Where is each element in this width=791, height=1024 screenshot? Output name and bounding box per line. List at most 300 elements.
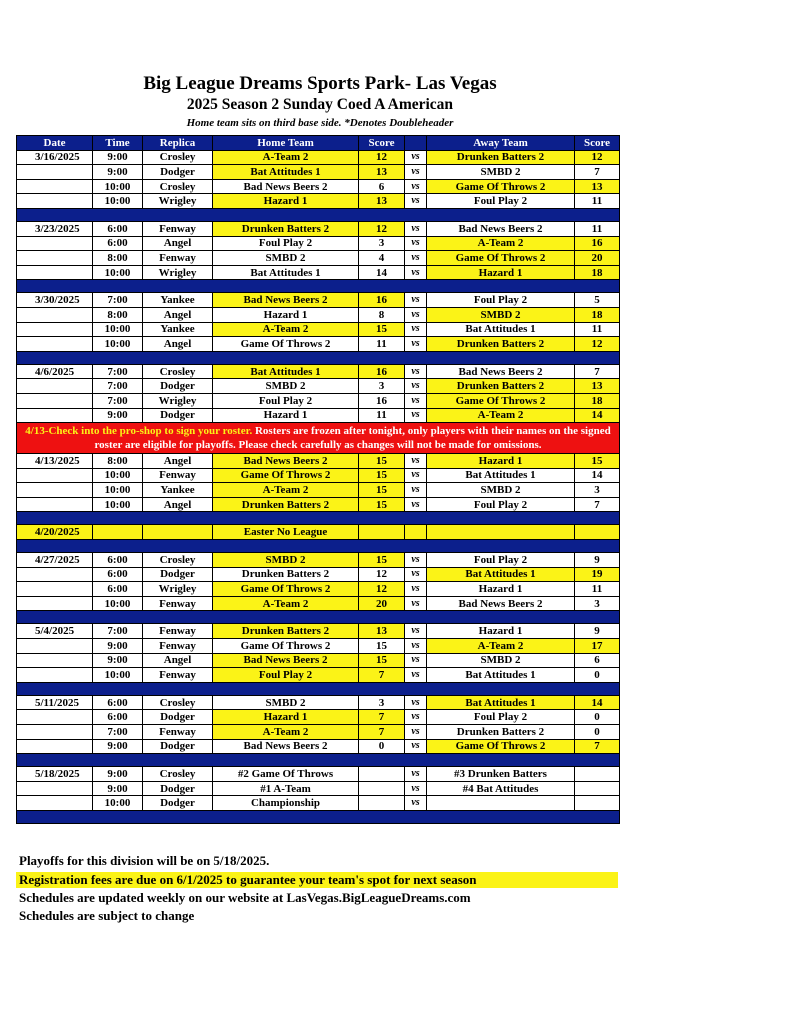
home-team: SMBD 2 xyxy=(213,379,359,394)
game-time: 9:00 xyxy=(93,767,143,782)
home-score xyxy=(359,781,405,796)
game-row xyxy=(17,725,620,740)
game-field: Crosley xyxy=(143,364,213,379)
home-score xyxy=(359,796,405,811)
game-row xyxy=(17,221,620,236)
vs-label: vs xyxy=(405,710,427,725)
vs-label: vs xyxy=(405,364,427,379)
game-date xyxy=(17,393,93,408)
week-separator xyxy=(17,810,620,823)
vs-label: vs xyxy=(405,251,427,266)
game-row xyxy=(17,710,620,725)
col-header-home-team: Home Team xyxy=(213,136,359,151)
away-team: SMBD 2 xyxy=(427,483,575,498)
table-header-row xyxy=(17,136,620,151)
game-row xyxy=(17,639,620,654)
game-row xyxy=(17,596,620,611)
away-score: 11 xyxy=(575,322,620,337)
home-score: 15 xyxy=(359,322,405,337)
home-team: SMBD 2 xyxy=(213,695,359,710)
vs-label: vs xyxy=(405,265,427,280)
home-team: Bad News Beers 2 xyxy=(213,739,359,754)
game-time: 10:00 xyxy=(93,179,143,194)
away-score: 7 xyxy=(575,165,620,180)
schedule-body xyxy=(17,150,620,823)
game-date xyxy=(17,639,93,654)
away-score xyxy=(575,525,620,540)
vs-label: vs xyxy=(405,454,427,469)
away-team: Bad News Beers 2 xyxy=(427,596,575,611)
game-row xyxy=(17,468,620,483)
roster-notice-row xyxy=(17,423,620,454)
game-time: 7:00 xyxy=(93,393,143,408)
vs-label: vs xyxy=(405,624,427,639)
home-score: 0 xyxy=(359,739,405,754)
game-field xyxy=(143,525,213,540)
game-time: 9:00 xyxy=(93,639,143,654)
game-row xyxy=(17,165,620,180)
game-time xyxy=(93,525,143,540)
home-team: A-Team 2 xyxy=(213,596,359,611)
vs-label: vs xyxy=(405,567,427,582)
game-time: 8:00 xyxy=(93,251,143,266)
separator-bar xyxy=(17,512,620,525)
away-team: SMBD 2 xyxy=(427,165,575,180)
away-team: Game Of Throws 2 xyxy=(427,393,575,408)
home-team: Game Of Throws 2 xyxy=(213,468,359,483)
away-score: 0 xyxy=(575,725,620,740)
vs-label: vs xyxy=(405,653,427,668)
game-time: 9:00 xyxy=(93,653,143,668)
game-date xyxy=(17,796,93,811)
vs-label: vs xyxy=(405,393,427,408)
game-row xyxy=(17,265,620,280)
game-time: 6:00 xyxy=(93,695,143,710)
vs-label: vs xyxy=(405,468,427,483)
game-row xyxy=(17,454,620,469)
separator-bar xyxy=(17,280,620,293)
page-title: Big League Dreams Sports Park- Las Vegas xyxy=(143,73,497,94)
game-field: Fenway xyxy=(143,668,213,683)
game-time: 8:00 xyxy=(93,454,143,469)
col-header-replica: Replica xyxy=(143,136,213,151)
separator-bar xyxy=(17,682,620,695)
away-team: Bat Attitudes 1 xyxy=(427,567,575,582)
away-team: #3 Drunken Batters xyxy=(427,767,575,782)
home-score: 13 xyxy=(359,194,405,209)
game-time: 9:00 xyxy=(93,165,143,180)
game-field: Wrigley xyxy=(143,393,213,408)
game-field: Angel xyxy=(143,454,213,469)
game-field: Crosley xyxy=(143,553,213,568)
away-team: Foul Play 2 xyxy=(427,293,575,308)
home-team: Drunken Batters 2 xyxy=(213,624,359,639)
game-field: Angel xyxy=(143,497,213,512)
game-time: 7:00 xyxy=(93,364,143,379)
col-header-date: Date xyxy=(17,136,93,151)
week-separator xyxy=(17,611,620,624)
home-team: Hazard 1 xyxy=(213,710,359,725)
away-team: Drunken Batters 2 xyxy=(427,379,575,394)
away-score: 5 xyxy=(575,293,620,308)
game-row xyxy=(17,179,620,194)
away-score: 11 xyxy=(575,221,620,236)
away-score: 17 xyxy=(575,639,620,654)
home-score: 3 xyxy=(359,695,405,710)
home-team: Game Of Throws 2 xyxy=(213,582,359,597)
home-team: A-Team 2 xyxy=(213,322,359,337)
home-score: 8 xyxy=(359,307,405,322)
game-time: 10:00 xyxy=(93,337,143,352)
away-team: Drunken Batters 2 xyxy=(427,337,575,352)
away-team: Hazard 1 xyxy=(427,454,575,469)
game-date: 5/11/2025 xyxy=(17,695,93,710)
game-row xyxy=(17,379,620,394)
game-date: 3/23/2025 xyxy=(17,221,93,236)
game-field: Dodger xyxy=(143,796,213,811)
game-row xyxy=(17,767,620,782)
game-row xyxy=(17,307,620,322)
away-team xyxy=(427,796,575,811)
game-row xyxy=(17,796,620,811)
game-time: 10:00 xyxy=(93,468,143,483)
home-score: 20 xyxy=(359,596,405,611)
away-score xyxy=(575,767,620,782)
home-score: 6 xyxy=(359,179,405,194)
game-time: 7:00 xyxy=(93,725,143,740)
game-field: Wrigley xyxy=(143,582,213,597)
game-row xyxy=(17,781,620,796)
game-row xyxy=(17,322,620,337)
game-row xyxy=(17,567,620,582)
vs-label: vs xyxy=(405,725,427,740)
game-row xyxy=(17,337,620,352)
game-time: 9:00 xyxy=(93,408,143,423)
away-team: Foul Play 2 xyxy=(427,497,575,512)
game-field: Dodger xyxy=(143,710,213,725)
vs-label: vs xyxy=(405,596,427,611)
away-team: Game Of Throws 2 xyxy=(427,739,575,754)
game-time: 9:00 xyxy=(93,781,143,796)
away-team: Hazard 1 xyxy=(427,265,575,280)
game-field: Yankee xyxy=(143,322,213,337)
game-time: 8:00 xyxy=(93,307,143,322)
game-field: Crosley xyxy=(143,179,213,194)
away-score: 14 xyxy=(575,408,620,423)
away-score xyxy=(575,796,620,811)
game-time: 10:00 xyxy=(93,796,143,811)
away-team: Game Of Throws 2 xyxy=(427,179,575,194)
col-header-away-score: Score xyxy=(575,136,620,151)
game-row xyxy=(17,150,620,165)
home-team: Bad News Beers 2 xyxy=(213,293,359,308)
game-date xyxy=(17,781,93,796)
game-time: 10:00 xyxy=(93,497,143,512)
game-row xyxy=(17,408,620,423)
game-date: 5/18/2025 xyxy=(17,767,93,782)
home-team: Foul Play 2 xyxy=(213,393,359,408)
game-date xyxy=(17,265,93,280)
game-date xyxy=(17,251,93,266)
home-team: #1 A-Team xyxy=(213,781,359,796)
separator-bar xyxy=(17,208,620,221)
game-time: 7:00 xyxy=(93,624,143,639)
away-score: 11 xyxy=(575,582,620,597)
home-score: 13 xyxy=(359,624,405,639)
home-team: SMBD 2 xyxy=(213,553,359,568)
game-time: 7:00 xyxy=(93,379,143,394)
away-score: 6 xyxy=(575,653,620,668)
col-header-vs xyxy=(405,136,427,151)
home-team: Game Of Throws 2 xyxy=(213,639,359,654)
game-time: 6:00 xyxy=(93,582,143,597)
home-score: 11 xyxy=(359,408,405,423)
home-team: #2 Game Of Throws xyxy=(213,767,359,782)
game-row xyxy=(17,624,620,639)
game-field: Dodger xyxy=(143,739,213,754)
home-score: 3 xyxy=(359,379,405,394)
game-date xyxy=(17,165,93,180)
home-score: 3 xyxy=(359,236,405,251)
game-date: 5/4/2025 xyxy=(17,624,93,639)
col-header-home-score: Score xyxy=(359,136,405,151)
game-date xyxy=(17,483,93,498)
game-row xyxy=(17,497,620,512)
game-row xyxy=(17,553,620,568)
game-field: Fenway xyxy=(143,251,213,266)
game-date: 3/16/2025 xyxy=(17,150,93,165)
game-date xyxy=(17,179,93,194)
game-field: Yankee xyxy=(143,293,213,308)
away-team: Foul Play 2 xyxy=(427,710,575,725)
game-date: 4/27/2025 xyxy=(17,553,93,568)
game-field: Fenway xyxy=(143,624,213,639)
away-team: Bat Attitudes 1 xyxy=(427,695,575,710)
away-team: Bad News Beers 2 xyxy=(427,364,575,379)
home-score: 15 xyxy=(359,553,405,568)
separator-bar xyxy=(17,810,620,823)
away-score: 12 xyxy=(575,337,620,352)
vs-label: vs xyxy=(405,194,427,209)
separator-bar xyxy=(17,754,620,767)
home-score: 15 xyxy=(359,483,405,498)
home-score: 15 xyxy=(359,468,405,483)
home-team: A-Team 2 xyxy=(213,725,359,740)
schedule-note: Home team sits on third base side. *Denotes Doubleheader xyxy=(186,117,454,129)
registration-note: Registration fees are due on 6/1/2025 to guarantee your team's spot for next season xyxy=(16,872,618,888)
home-team: Easter No League xyxy=(213,525,359,540)
website-note: Schedules are updated weekly on our website at LasVegas.BigLeagueDreams.com xyxy=(19,890,471,905)
home-team: Game Of Throws 2 xyxy=(213,337,359,352)
change-note: Schedules are subject to change xyxy=(19,908,195,923)
game-field: Fenway xyxy=(143,639,213,654)
game-field: Wrigley xyxy=(143,265,213,280)
home-score: 15 xyxy=(359,639,405,654)
vs-label: vs xyxy=(405,668,427,683)
roster-notice-body: Rosters are frozen after tonight, only players with their names on the signed roster are eligible for playoffs. Please check carefully as changes will not be made for omissions. xyxy=(94,425,611,452)
week-separator xyxy=(17,512,620,525)
game-date xyxy=(17,497,93,512)
away-score: 20 xyxy=(575,251,620,266)
home-score: 16 xyxy=(359,293,405,308)
game-date xyxy=(17,596,93,611)
game-time: 7:00 xyxy=(93,293,143,308)
home-score: 16 xyxy=(359,393,405,408)
away-score: 0 xyxy=(575,710,620,725)
vs-label: vs xyxy=(405,165,427,180)
game-row xyxy=(17,236,620,251)
game-date xyxy=(17,468,93,483)
away-score: 0 xyxy=(575,668,620,683)
game-date xyxy=(17,408,93,423)
game-row xyxy=(17,251,620,266)
vs-label xyxy=(405,525,427,540)
game-date: 4/20/2025 xyxy=(17,525,93,540)
game-date xyxy=(17,236,93,251)
home-score: 15 xyxy=(359,653,405,668)
game-field: Crosley xyxy=(143,695,213,710)
game-row xyxy=(17,582,620,597)
away-score: 7 xyxy=(575,497,620,512)
roster-notice xyxy=(17,423,620,454)
home-team: Drunken Batters 2 xyxy=(213,221,359,236)
page-subtitle: 2025 Season 2 Sunday Coed A American xyxy=(186,96,454,113)
away-team: Drunken Batters 2 xyxy=(427,725,575,740)
game-row xyxy=(17,393,620,408)
week-separator xyxy=(17,540,620,553)
game-time: 10:00 xyxy=(93,596,143,611)
home-team: Bat Attitudes 1 xyxy=(213,364,359,379)
vs-label: vs xyxy=(405,150,427,165)
away-team: SMBD 2 xyxy=(427,307,575,322)
game-date xyxy=(17,567,93,582)
away-score: 13 xyxy=(575,379,620,394)
vs-label: vs xyxy=(405,379,427,394)
home-score: 16 xyxy=(359,364,405,379)
away-team: Bat Attitudes 1 xyxy=(427,668,575,683)
away-team: Hazard 1 xyxy=(427,582,575,597)
home-team: Drunken Batters 2 xyxy=(213,497,359,512)
game-time: 6:00 xyxy=(93,553,143,568)
home-team: A-Team 2 xyxy=(213,150,359,165)
game-date xyxy=(17,653,93,668)
home-score: 13 xyxy=(359,165,405,180)
home-score: 12 xyxy=(359,221,405,236)
away-score: 18 xyxy=(575,307,620,322)
week-separator xyxy=(17,351,620,364)
home-team: Bad News Beers 2 xyxy=(213,454,359,469)
away-score: 19 xyxy=(575,567,620,582)
away-team: Drunken Batters 2 xyxy=(427,150,575,165)
home-score: 12 xyxy=(359,150,405,165)
game-date xyxy=(17,307,93,322)
game-field: Fenway xyxy=(143,725,213,740)
game-time: 9:00 xyxy=(93,739,143,754)
game-row xyxy=(17,483,620,498)
home-score xyxy=(359,525,405,540)
game-field: Crosley xyxy=(143,767,213,782)
vs-label: vs xyxy=(405,497,427,512)
game-field: Angel xyxy=(143,307,213,322)
vs-label: vs xyxy=(405,307,427,322)
week-separator xyxy=(17,208,620,221)
game-row xyxy=(17,695,620,710)
away-score: 9 xyxy=(575,624,620,639)
away-score: 12 xyxy=(575,150,620,165)
game-field: Fenway xyxy=(143,221,213,236)
vs-label: vs xyxy=(405,796,427,811)
game-date xyxy=(17,194,93,209)
holiday-row xyxy=(17,525,620,540)
away-score: 13 xyxy=(575,179,620,194)
game-row xyxy=(17,668,620,683)
game-field: Yankee xyxy=(143,483,213,498)
game-time: 6:00 xyxy=(93,221,143,236)
away-team: Bat Attitudes 1 xyxy=(427,468,575,483)
home-score: 12 xyxy=(359,582,405,597)
game-field: Crosley xyxy=(143,150,213,165)
game-row xyxy=(17,364,620,379)
away-team: Hazard 1 xyxy=(427,624,575,639)
game-time: 6:00 xyxy=(93,710,143,725)
game-row xyxy=(17,653,620,668)
home-team: Drunken Batters 2 xyxy=(213,567,359,582)
vs-label: vs xyxy=(405,221,427,236)
away-score: 11 xyxy=(575,194,620,209)
separator-bar xyxy=(17,351,620,364)
away-score: 14 xyxy=(575,468,620,483)
game-date xyxy=(17,337,93,352)
game-row xyxy=(17,293,620,308)
away-team: A-Team 2 xyxy=(427,408,575,423)
game-date xyxy=(17,322,93,337)
home-score: 7 xyxy=(359,725,405,740)
game-date: 4/6/2025 xyxy=(17,364,93,379)
game-field: Dodger xyxy=(143,165,213,180)
game-date xyxy=(17,725,93,740)
home-team: Bat Attitudes 1 xyxy=(213,265,359,280)
game-time: 6:00 xyxy=(93,567,143,582)
vs-label: vs xyxy=(405,236,427,251)
roster-notice-lead: 4/13-Check into the pro-shop to sign your roster. xyxy=(25,425,253,438)
home-team: Foul Play 2 xyxy=(213,236,359,251)
week-separator xyxy=(17,682,620,695)
col-header-time: Time xyxy=(93,136,143,151)
col-header-away-team: Away Team xyxy=(427,136,575,151)
separator-bar xyxy=(17,540,620,553)
game-field: Dodger xyxy=(143,379,213,394)
game-time: 9:00 xyxy=(93,150,143,165)
home-team: SMBD 2 xyxy=(213,251,359,266)
game-time: 10:00 xyxy=(93,668,143,683)
vs-label: vs xyxy=(405,739,427,754)
away-score: 18 xyxy=(575,393,620,408)
vs-label: vs xyxy=(405,408,427,423)
game-date xyxy=(17,710,93,725)
away-team: Foul Play 2 xyxy=(427,194,575,209)
home-score: 12 xyxy=(359,567,405,582)
home-score: 7 xyxy=(359,668,405,683)
game-time: 10:00 xyxy=(93,194,143,209)
away-team: Bad News Beers 2 xyxy=(427,221,575,236)
game-field: Angel xyxy=(143,653,213,668)
away-team: Bat Attitudes 1 xyxy=(427,322,575,337)
away-team: A-Team 2 xyxy=(427,639,575,654)
away-score: 18 xyxy=(575,265,620,280)
away-score: 7 xyxy=(575,739,620,754)
vs-label: vs xyxy=(405,695,427,710)
away-score: 15 xyxy=(575,454,620,469)
